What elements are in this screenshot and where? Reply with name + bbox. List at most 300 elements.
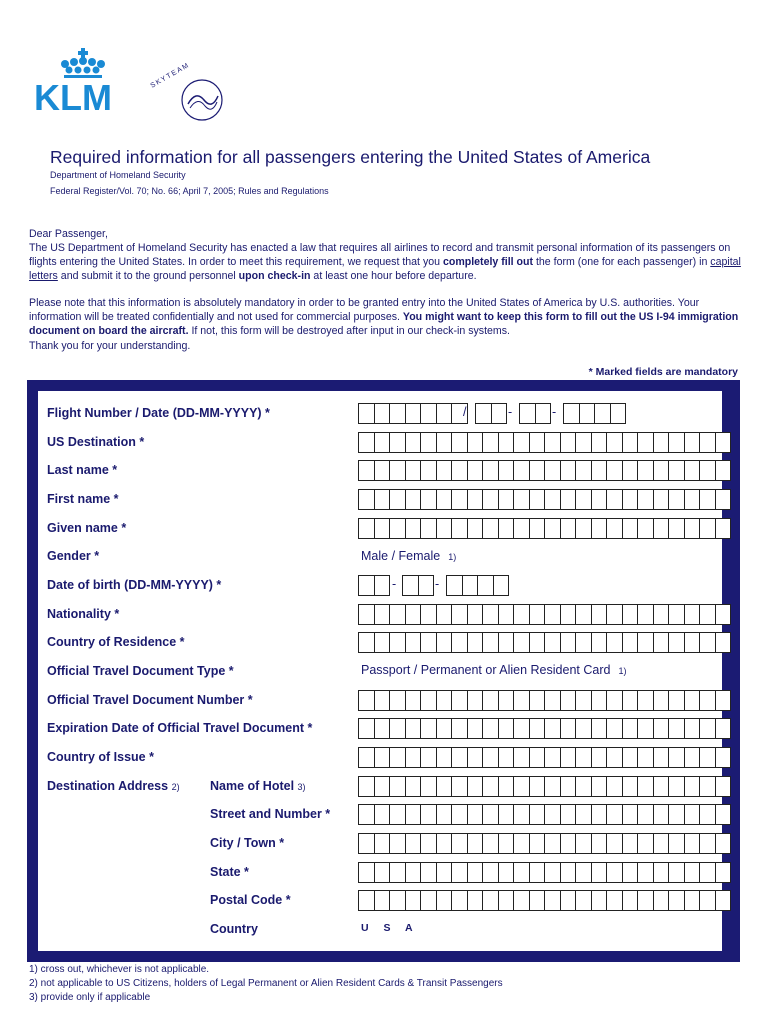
character-box[interactable] [436, 747, 453, 768]
character-box[interactable] [374, 575, 391, 596]
character-box[interactable] [606, 718, 623, 739]
character-box[interactable] [389, 718, 406, 739]
character-box[interactable] [374, 890, 391, 911]
character-box[interactable] [358, 804, 375, 825]
character-box[interactable] [560, 460, 577, 481]
character-box[interactable] [529, 776, 546, 797]
character-box[interactable] [389, 862, 406, 883]
character-box[interactable] [374, 632, 391, 653]
flight-day-boxes[interactable] [475, 403, 506, 423]
character-box[interactable] [467, 747, 484, 768]
character-box[interactable] [684, 747, 701, 768]
character-box[interactable] [405, 804, 422, 825]
character-box[interactable] [436, 518, 453, 539]
issue-country-boxes[interactable] [358, 747, 730, 767]
character-box[interactable] [575, 432, 592, 453]
character-box[interactable] [575, 604, 592, 625]
character-box[interactable] [668, 747, 685, 768]
character-box[interactable] [420, 632, 437, 653]
state-boxes[interactable] [358, 862, 730, 882]
character-box[interactable] [358, 833, 375, 854]
character-box[interactable] [451, 862, 468, 883]
character-box[interactable] [560, 747, 577, 768]
character-box[interactable] [715, 890, 732, 911]
character-box[interactable] [591, 804, 608, 825]
character-box[interactable] [715, 518, 732, 539]
character-box[interactable] [684, 718, 701, 739]
character-box[interactable] [389, 489, 406, 510]
character-box[interactable] [482, 604, 499, 625]
character-box[interactable] [591, 489, 608, 510]
character-box[interactable] [420, 432, 437, 453]
postal-boxes[interactable] [358, 890, 730, 910]
character-box[interactable] [653, 632, 670, 653]
character-box[interactable] [637, 489, 654, 510]
character-box[interactable] [467, 432, 484, 453]
character-box[interactable] [389, 432, 406, 453]
character-box[interactable] [699, 632, 716, 653]
character-box[interactable] [451, 432, 468, 453]
character-box[interactable] [374, 518, 391, 539]
character-box[interactable] [637, 604, 654, 625]
character-box[interactable] [699, 747, 716, 768]
character-box[interactable] [529, 804, 546, 825]
character-box[interactable] [544, 489, 561, 510]
character-box[interactable] [498, 890, 515, 911]
character-box[interactable] [467, 690, 484, 711]
character-box[interactable] [606, 518, 623, 539]
character-box[interactable] [519, 403, 536, 424]
character-box[interactable] [405, 862, 422, 883]
character-box[interactable] [420, 890, 437, 911]
character-box[interactable] [405, 833, 422, 854]
character-box[interactable] [591, 890, 608, 911]
character-box[interactable] [446, 575, 463, 596]
character-box[interactable] [467, 804, 484, 825]
character-box[interactable] [591, 747, 608, 768]
character-box[interactable] [560, 518, 577, 539]
character-box[interactable] [405, 460, 422, 481]
character-box[interactable] [451, 718, 468, 739]
character-box[interactable] [498, 690, 515, 711]
character-box[interactable] [513, 804, 530, 825]
character-box[interactable] [684, 690, 701, 711]
character-box[interactable] [374, 403, 391, 424]
character-box[interactable] [535, 403, 552, 424]
character-box[interactable] [591, 604, 608, 625]
hotel-boxes[interactable] [358, 776, 730, 796]
character-box[interactable] [389, 690, 406, 711]
character-box[interactable] [467, 460, 484, 481]
character-box[interactable] [491, 403, 508, 424]
character-box[interactable] [653, 804, 670, 825]
character-box[interactable] [699, 718, 716, 739]
character-box[interactable] [513, 690, 530, 711]
character-box[interactable] [405, 489, 422, 510]
character-box[interactable] [482, 460, 499, 481]
character-box[interactable] [653, 718, 670, 739]
character-box[interactable] [529, 747, 546, 768]
character-box[interactable] [591, 776, 608, 797]
character-box[interactable] [477, 575, 494, 596]
character-box[interactable] [591, 718, 608, 739]
character-box[interactable] [622, 862, 639, 883]
character-box[interactable] [467, 833, 484, 854]
character-box[interactable] [374, 604, 391, 625]
character-box[interactable] [513, 489, 530, 510]
character-box[interactable] [715, 833, 732, 854]
last-name-boxes[interactable] [358, 460, 730, 480]
character-box[interactable] [420, 718, 437, 739]
character-box[interactable] [513, 833, 530, 854]
character-box[interactable] [544, 690, 561, 711]
character-box[interactable] [544, 862, 561, 883]
character-box[interactable] [467, 890, 484, 911]
character-box[interactable] [715, 718, 732, 739]
character-box[interactable] [374, 747, 391, 768]
gender-options[interactable]: Male / Female 1) [361, 549, 457, 563]
character-box[interactable] [637, 747, 654, 768]
character-box[interactable] [684, 862, 701, 883]
character-box[interactable] [420, 460, 437, 481]
character-box[interactable] [606, 804, 623, 825]
character-box[interactable] [482, 518, 499, 539]
character-box[interactable] [622, 747, 639, 768]
street-boxes[interactable] [358, 804, 730, 824]
character-box[interactable] [374, 718, 391, 739]
character-box[interactable] [482, 718, 499, 739]
character-box[interactable] [451, 747, 468, 768]
character-box[interactable] [544, 632, 561, 653]
dob-day-boxes[interactable] [358, 575, 389, 595]
character-box[interactable] [513, 890, 530, 911]
character-box[interactable] [637, 862, 654, 883]
character-box[interactable] [653, 862, 670, 883]
character-box[interactable] [606, 862, 623, 883]
character-box[interactable] [668, 518, 685, 539]
character-box[interactable] [610, 403, 627, 424]
character-box[interactable] [451, 518, 468, 539]
character-box[interactable] [436, 890, 453, 911]
character-box[interactable] [653, 890, 670, 911]
character-box[interactable] [575, 833, 592, 854]
character-box[interactable] [563, 403, 580, 424]
character-box[interactable] [420, 489, 437, 510]
us-destination-boxes[interactable] [358, 432, 730, 452]
character-box[interactable] [699, 489, 716, 510]
character-box[interactable] [513, 718, 530, 739]
character-box[interactable] [591, 690, 608, 711]
character-box[interactable] [591, 460, 608, 481]
character-box[interactable] [374, 432, 391, 453]
character-box[interactable] [699, 432, 716, 453]
character-box[interactable] [668, 776, 685, 797]
character-box[interactable] [594, 403, 611, 424]
character-box[interactable] [529, 518, 546, 539]
character-box[interactable] [389, 604, 406, 625]
character-box[interactable] [420, 776, 437, 797]
character-box[interactable] [358, 432, 375, 453]
character-box[interactable] [684, 460, 701, 481]
character-box[interactable] [405, 632, 422, 653]
character-box[interactable] [637, 776, 654, 797]
character-box[interactable] [591, 518, 608, 539]
character-box[interactable] [668, 833, 685, 854]
character-box[interactable] [653, 432, 670, 453]
character-box[interactable] [575, 690, 592, 711]
character-box[interactable] [405, 747, 422, 768]
character-box[interactable] [436, 718, 453, 739]
character-box[interactable] [606, 776, 623, 797]
character-box[interactable] [715, 632, 732, 653]
character-box[interactable] [560, 804, 577, 825]
character-box[interactable] [622, 804, 639, 825]
character-box[interactable] [358, 862, 375, 883]
character-box[interactable] [529, 690, 546, 711]
character-box[interactable] [684, 632, 701, 653]
character-box[interactable] [684, 890, 701, 911]
flight-year-boxes[interactable] [563, 403, 625, 423]
character-box[interactable] [498, 632, 515, 653]
character-box[interactable] [668, 862, 685, 883]
character-box[interactable] [591, 833, 608, 854]
character-box[interactable] [637, 804, 654, 825]
dob-month-boxes[interactable] [402, 575, 433, 595]
character-box[interactable] [405, 776, 422, 797]
character-box[interactable] [482, 432, 499, 453]
character-box[interactable] [622, 776, 639, 797]
character-box[interactable] [405, 690, 422, 711]
character-box[interactable] [358, 632, 375, 653]
character-box[interactable] [389, 747, 406, 768]
character-box[interactable] [684, 804, 701, 825]
character-box[interactable] [358, 776, 375, 797]
character-box[interactable] [560, 489, 577, 510]
character-box[interactable] [575, 804, 592, 825]
character-box[interactable] [358, 718, 375, 739]
character-box[interactable] [684, 604, 701, 625]
character-box[interactable] [436, 862, 453, 883]
character-box[interactable] [544, 804, 561, 825]
character-box[interactable] [513, 632, 530, 653]
character-box[interactable] [606, 747, 623, 768]
character-box[interactable] [622, 718, 639, 739]
flight-month-boxes[interactable] [519, 403, 550, 423]
character-box[interactable] [622, 632, 639, 653]
character-box[interactable] [374, 776, 391, 797]
character-box[interactable] [498, 718, 515, 739]
character-box[interactable] [420, 690, 437, 711]
character-box[interactable] [699, 604, 716, 625]
character-box[interactable] [575, 489, 592, 510]
character-box[interactable] [606, 890, 623, 911]
character-box[interactable] [420, 518, 437, 539]
character-box[interactable] [544, 747, 561, 768]
character-box[interactable] [529, 632, 546, 653]
character-box[interactable] [575, 632, 592, 653]
character-box[interactable] [544, 460, 561, 481]
character-box[interactable] [482, 489, 499, 510]
character-box[interactable] [358, 403, 375, 424]
character-box[interactable] [451, 890, 468, 911]
character-box[interactable] [493, 575, 510, 596]
character-box[interactable] [560, 890, 577, 911]
character-box[interactable] [482, 833, 499, 854]
character-box[interactable] [699, 890, 716, 911]
character-box[interactable] [575, 890, 592, 911]
character-box[interactable] [529, 489, 546, 510]
character-box[interactable] [529, 890, 546, 911]
character-box[interactable] [637, 632, 654, 653]
character-box[interactable] [358, 604, 375, 625]
character-box[interactable] [374, 833, 391, 854]
character-box[interactable] [622, 432, 639, 453]
character-box[interactable] [668, 489, 685, 510]
character-box[interactable] [467, 604, 484, 625]
character-box[interactable] [668, 432, 685, 453]
character-box[interactable] [482, 804, 499, 825]
character-box[interactable] [606, 489, 623, 510]
character-box[interactable] [622, 690, 639, 711]
character-box[interactable] [622, 518, 639, 539]
character-box[interactable] [451, 489, 468, 510]
character-box[interactable] [637, 890, 654, 911]
character-box[interactable] [358, 575, 375, 596]
character-box[interactable] [389, 632, 406, 653]
character-box[interactable] [637, 833, 654, 854]
character-box[interactable] [591, 432, 608, 453]
character-box[interactable] [405, 403, 422, 424]
character-box[interactable] [699, 776, 716, 797]
character-box[interactable] [575, 862, 592, 883]
character-box[interactable] [498, 833, 515, 854]
character-box[interactable] [560, 776, 577, 797]
character-box[interactable] [529, 833, 546, 854]
character-box[interactable] [668, 604, 685, 625]
character-box[interactable] [467, 862, 484, 883]
character-box[interactable] [684, 489, 701, 510]
character-box[interactable] [591, 862, 608, 883]
doc-number-boxes[interactable] [358, 690, 730, 710]
character-box[interactable] [653, 460, 670, 481]
character-box[interactable] [436, 489, 453, 510]
character-box[interactable] [482, 747, 499, 768]
character-box[interactable] [358, 518, 375, 539]
character-box[interactable] [529, 432, 546, 453]
character-box[interactable] [374, 489, 391, 510]
character-box[interactable] [451, 776, 468, 797]
character-box[interactable] [684, 518, 701, 539]
character-box[interactable] [420, 804, 437, 825]
city-boxes[interactable] [358, 833, 730, 853]
character-box[interactable] [389, 403, 406, 424]
character-box[interactable] [498, 460, 515, 481]
character-box[interactable] [389, 776, 406, 797]
character-box[interactable] [560, 862, 577, 883]
character-box[interactable] [529, 862, 546, 883]
character-box[interactable] [513, 432, 530, 453]
character-box[interactable] [699, 518, 716, 539]
character-box[interactable] [544, 604, 561, 625]
character-box[interactable] [653, 489, 670, 510]
character-box[interactable] [575, 460, 592, 481]
character-box[interactable] [420, 833, 437, 854]
character-box[interactable] [606, 833, 623, 854]
character-box[interactable] [684, 833, 701, 854]
character-box[interactable] [451, 690, 468, 711]
doc-type-options[interactable]: Passport / Permanent or Alien Resident Card 1) [361, 663, 627, 677]
character-box[interactable] [436, 632, 453, 653]
character-box[interactable] [653, 833, 670, 854]
character-box[interactable] [462, 575, 479, 596]
character-box[interactable] [715, 460, 732, 481]
character-box[interactable] [436, 804, 453, 825]
character-box[interactable] [405, 518, 422, 539]
character-box[interactable] [622, 489, 639, 510]
character-box[interactable] [622, 833, 639, 854]
character-box[interactable] [575, 747, 592, 768]
character-box[interactable] [529, 718, 546, 739]
character-box[interactable] [420, 403, 437, 424]
character-box[interactable] [606, 690, 623, 711]
character-box[interactable] [467, 518, 484, 539]
character-box[interactable] [498, 776, 515, 797]
character-box[interactable] [560, 690, 577, 711]
nationality-boxes[interactable] [358, 604, 730, 624]
character-box[interactable] [513, 747, 530, 768]
character-box[interactable] [374, 862, 391, 883]
dob-year-boxes[interactable] [446, 575, 508, 595]
character-box[interactable] [668, 690, 685, 711]
character-box[interactable] [513, 776, 530, 797]
character-box[interactable] [475, 403, 492, 424]
character-box[interactable] [575, 776, 592, 797]
character-box[interactable] [715, 690, 732, 711]
residence-boxes[interactable] [358, 632, 730, 652]
character-box[interactable] [606, 460, 623, 481]
character-box[interactable] [699, 862, 716, 883]
character-box[interactable] [498, 604, 515, 625]
expiration-boxes[interactable] [358, 718, 730, 738]
character-box[interactable] [668, 890, 685, 911]
character-box[interactable] [699, 804, 716, 825]
character-box[interactable] [358, 690, 375, 711]
character-box[interactable] [715, 432, 732, 453]
character-box[interactable] [575, 518, 592, 539]
character-box[interactable] [498, 862, 515, 883]
character-box[interactable] [606, 632, 623, 653]
character-box[interactable] [575, 718, 592, 739]
character-box[interactable] [699, 460, 716, 481]
character-box[interactable] [358, 489, 375, 510]
character-box[interactable] [513, 518, 530, 539]
character-box[interactable] [405, 432, 422, 453]
character-box[interactable] [560, 718, 577, 739]
character-box[interactable] [637, 518, 654, 539]
character-box[interactable] [436, 776, 453, 797]
character-box[interactable] [451, 804, 468, 825]
character-box[interactable] [389, 833, 406, 854]
character-box[interactable] [606, 432, 623, 453]
character-box[interactable] [436, 432, 453, 453]
character-box[interactable] [358, 747, 375, 768]
character-box[interactable] [544, 833, 561, 854]
character-box[interactable] [529, 460, 546, 481]
character-box[interactable] [420, 604, 437, 625]
character-box[interactable] [405, 718, 422, 739]
character-box[interactable] [402, 575, 419, 596]
character-box[interactable] [637, 460, 654, 481]
